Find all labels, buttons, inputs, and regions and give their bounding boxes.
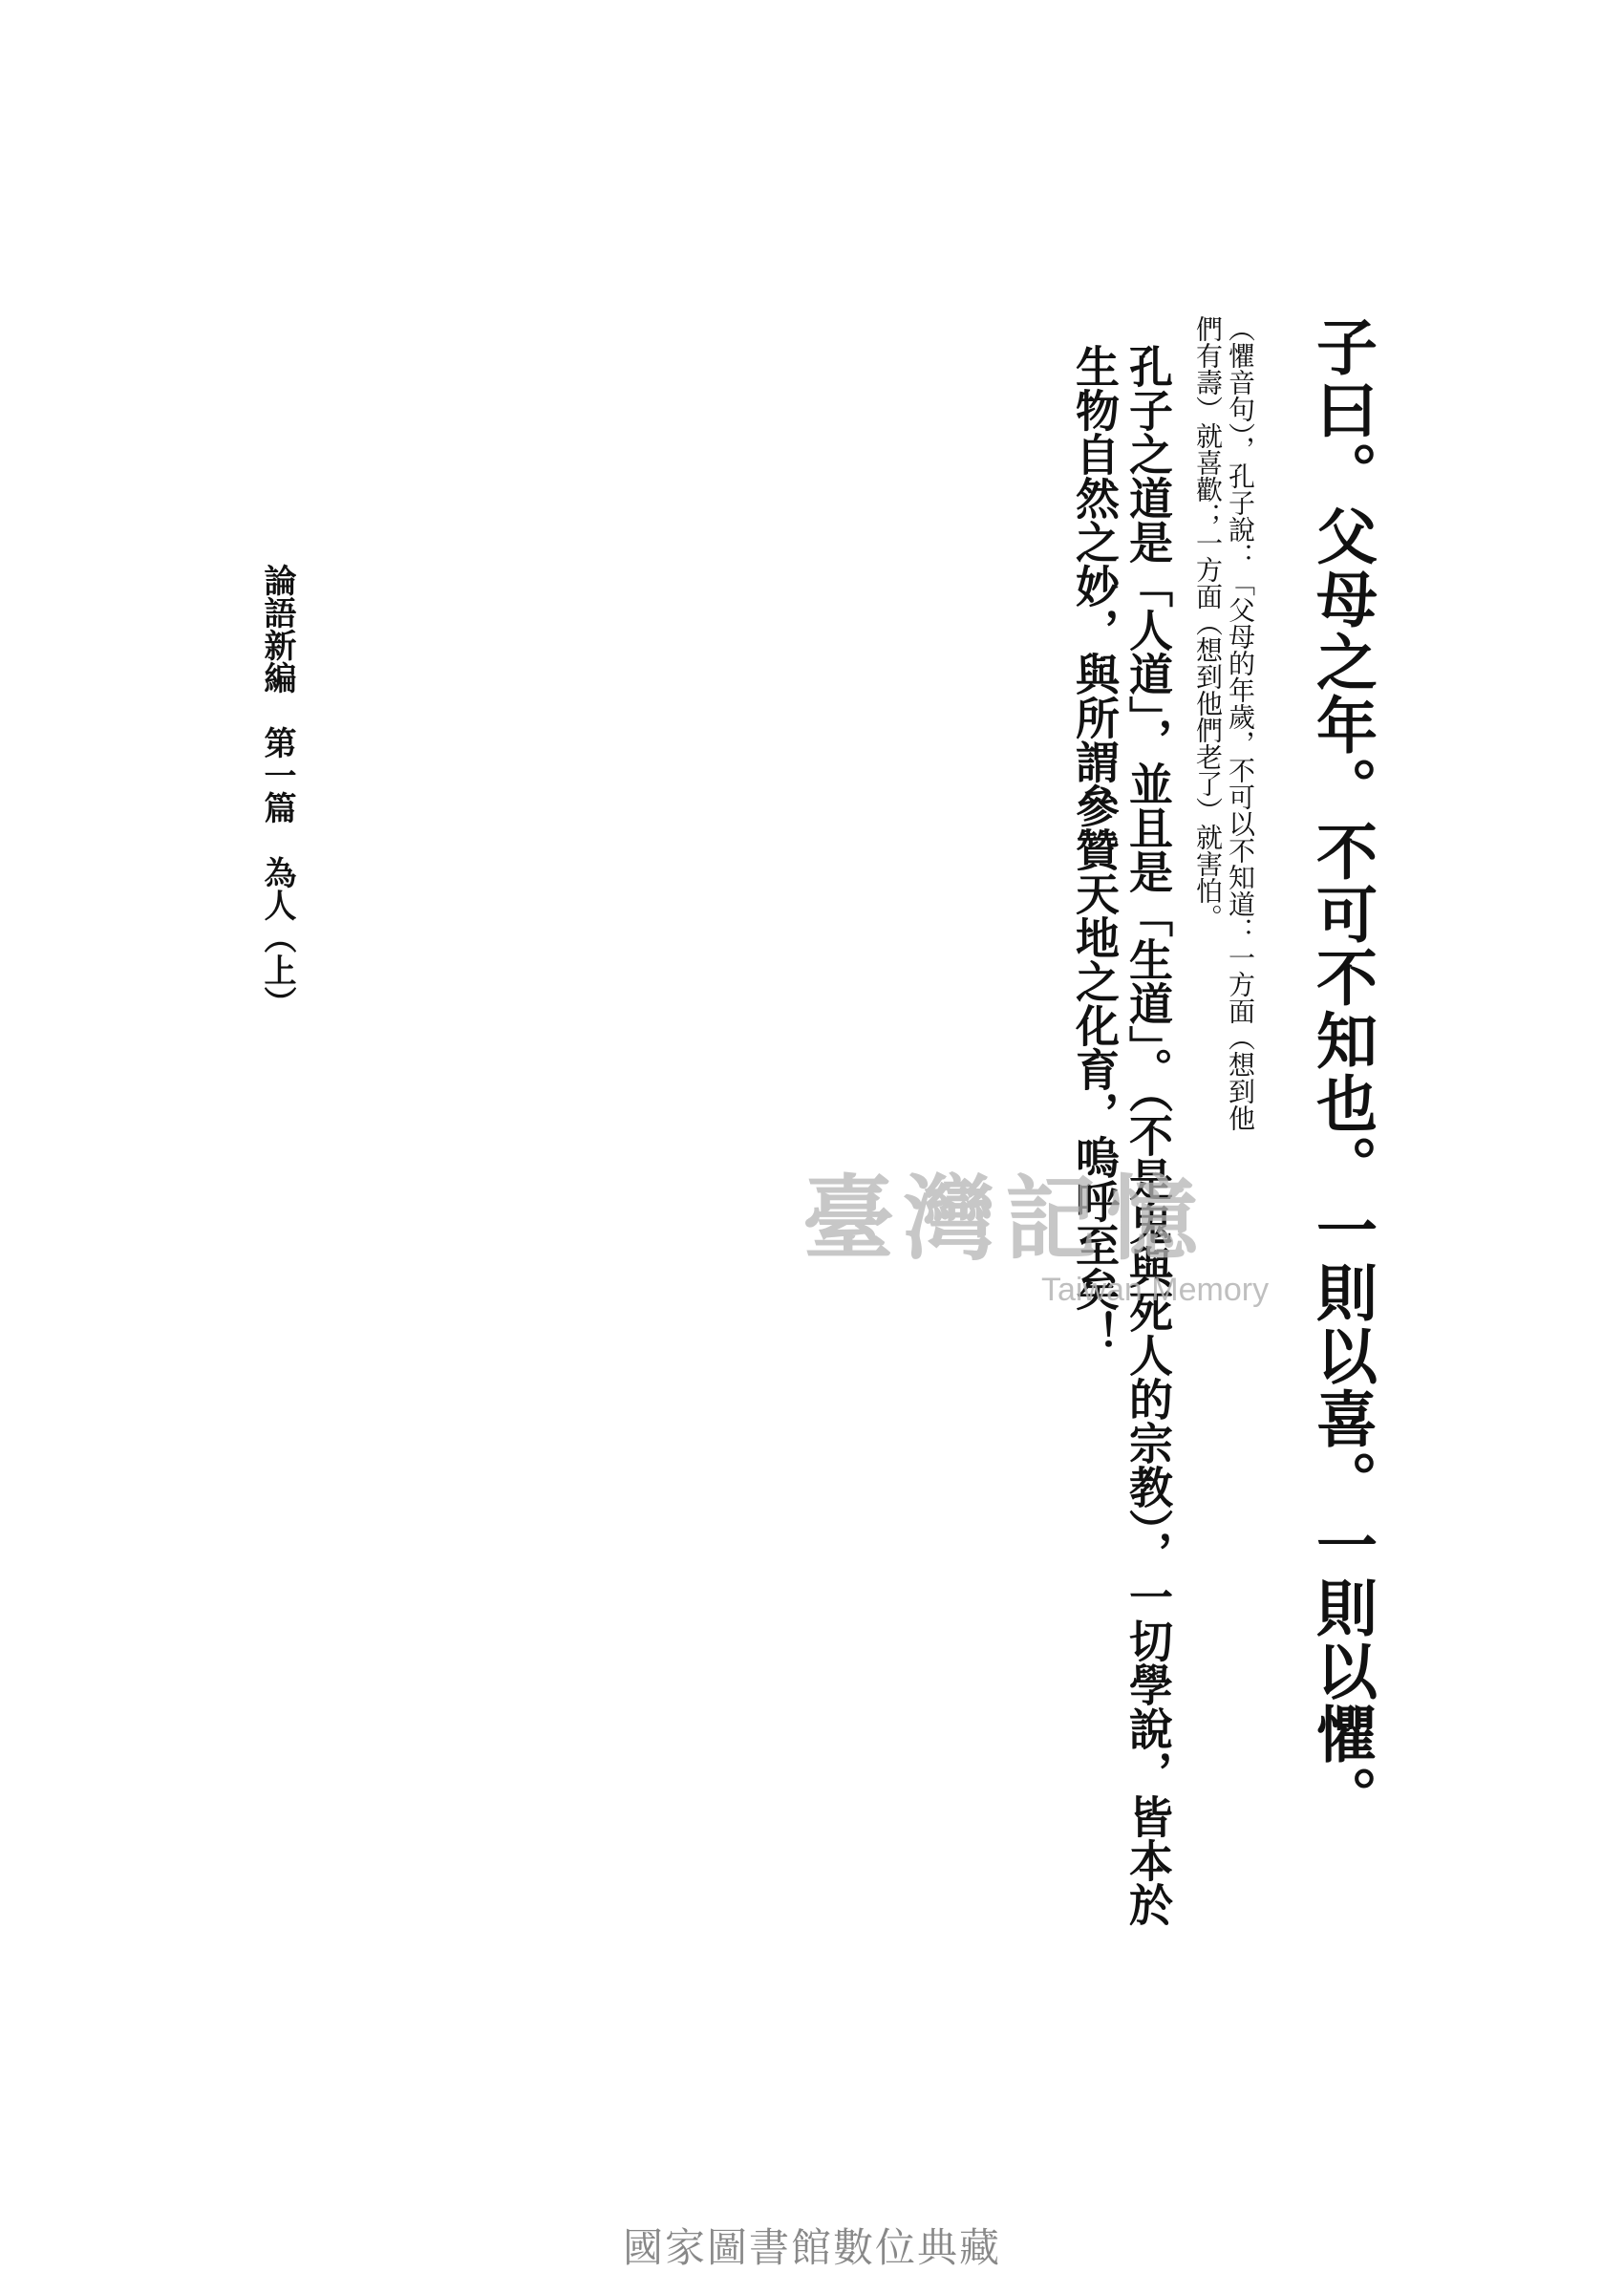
footer-caption: 國家圖書館數位典藏 <box>622 2224 1001 2271</box>
translation-line-2: 們有壽）就喜歡；一方面（想到他們老了）就害怕。 <box>1192 315 1224 931</box>
translation-note <box>1191 315 1256 1987</box>
classic-text: 子曰。父母之年。不可不知也。一則以喜。一則以懼。 <box>1306 315 1378 1829</box>
commentary-line-1: 孔子之道是「人道」，並且是「生道」。（不是鬼與死人的宗教），一切學說，皆本於 <box>1122 344 1174 1926</box>
commentary <box>1068 344 1175 2111</box>
commentary-line-2: 生物自然之妙，與所謂參贊天地之化育，嗚呼至矣！ <box>1069 344 1121 1355</box>
translation-line-1: （懼音句），孔子說：「父母的年歲，不可以不知道：一方面（想到他 <box>1225 315 1256 1131</box>
watermark-chinese: 臺灣記憶 <box>802 1165 1207 1273</box>
running-header: 論語新編 第一篇 為人（上） <box>258 564 296 1018</box>
watermark-english: Taiwan Memory <box>1041 1272 1270 1308</box>
